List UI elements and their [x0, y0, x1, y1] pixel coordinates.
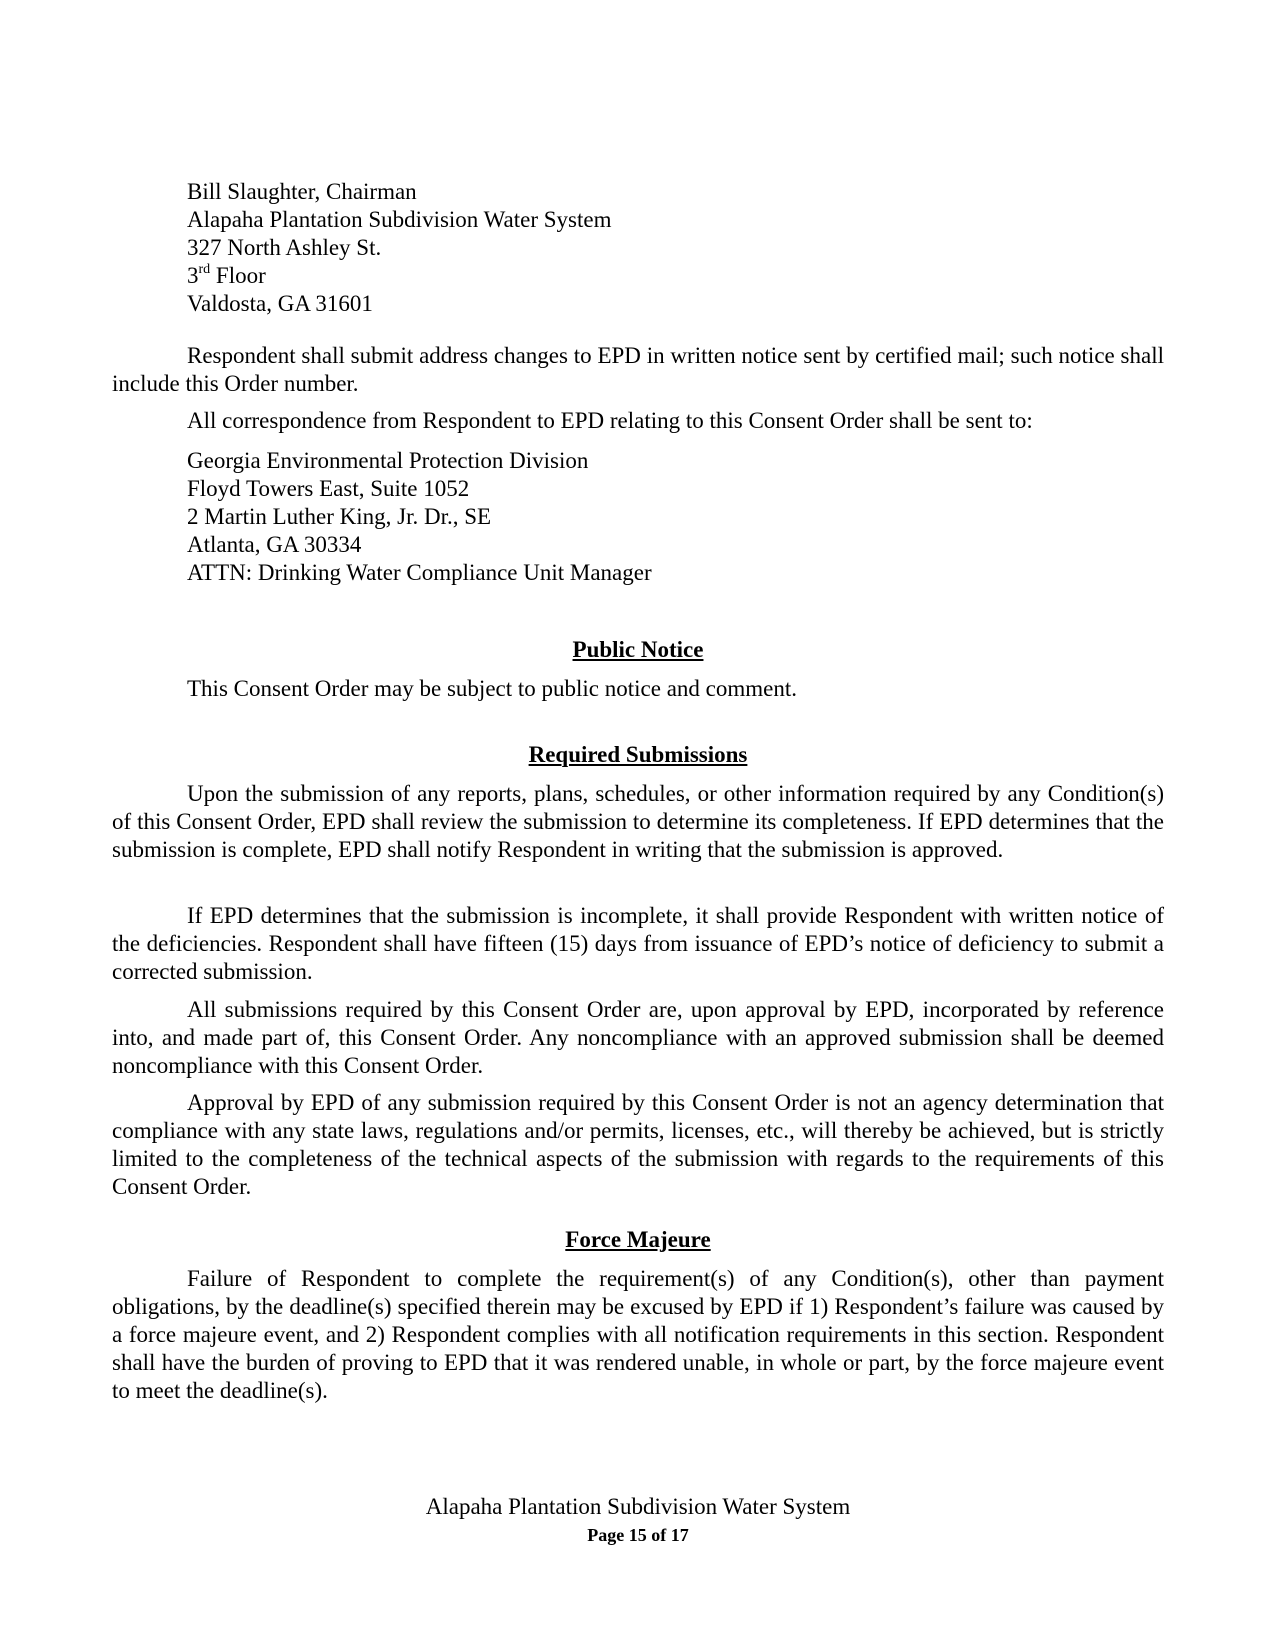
footer-title: Alapaha Plantation Subdivision Water System [425, 1494, 851, 1519]
required-submissions-paragraph-4: Approval by EPD of any submission required by this Consent Order is not an agency determination that compliance with any state laws, regulations and/or permits, licenses, etc., will thereby be achieved, but is strictly limited to the completeness of the technical aspects of the submission with regards to the requirements of this Consent Order. [112, 1090, 1164, 1199]
epd-address-line: Atlanta, GA 30334 [187, 532, 362, 557]
force-majeure-paragraph-1: Failure of Respondent to complete the requirement(s) of any Condition(s), other than payment obligations, by the deadline(s) specified therein may be excused by EPD if 1) Respondent’s failure was caused by a force majeure event, and 2) Respondent complies with all notification requirements in this section. Respondent shall have the burden of proving to EPD that it was rendered unable, in whole or part, by the force majeure event to meet the deadline(s). [112, 1266, 1164, 1403]
recipient-name: Bill Slaughter, Chairman [187, 179, 417, 204]
epd-address-line: Georgia Environmental Protection Division [187, 448, 589, 473]
correspondence-intro: All correspondence from Respondent to EPD relating to this Consent Order shall be sent to: [187, 408, 1033, 433]
epd-address-line: 2 Martin Luther King, Jr. Dr., SE [187, 504, 492, 529]
epd-address-line: Floyd Towers East, Suite 1052 [187, 476, 470, 501]
required-submissions-paragraph-1: Upon the submission of any reports, plans, schedules, or other information required by any Condition(s) of this Consent Order, EPD shall review the submission to determine its completeness. If EPD determines that the submission is complete, EPD shall notify Respondent in writing that the submission is approved. [112, 781, 1164, 862]
epd-address-attn: ATTN: Drinking Water Compliance Unit Manager [187, 560, 652, 585]
force-majeure-heading: Force Majeure [565, 1227, 711, 1252]
public-notice-text: This Consent Order may be subject to public notice and comment. [187, 676, 797, 701]
recipient-city: Valdosta, GA 31601 [187, 291, 373, 316]
recipient-floor [187, 262, 611, 290]
recipient-org: Alapaha Plantation Subdivision Water System [187, 207, 612, 232]
epd-address [187, 447, 652, 587]
recipient-address [187, 178, 611, 318]
required-submissions-paragraph-2: If EPD determines that the submission is incomplete, it shall provide Respondent with written notice of the deficiencies. Respondent shall have fifteen (15) days from issuance of EPD’s notice of deficiency to submit a corrected submission. [112, 903, 1164, 984]
public-notice-heading: Public Notice [572, 637, 704, 662]
floor-ordinal-suffix: rd [198, 262, 211, 278]
floor-word: Floor [210, 263, 266, 288]
footer-page-number: Page 15 of 17 [587, 1525, 689, 1545]
floor-number: 3 [187, 263, 199, 288]
required-submissions-paragraph-3: All submissions required by this Consent Order are, upon approval by EPD, incorporated by reference into, and made part of, this Consent Order. Any noncompliance with an approved submission shall be deemed noncompliance with this Consent Order. [112, 997, 1164, 1078]
recipient-street: 327 North Ashley St. [187, 235, 382, 260]
address-change-paragraph: Respondent shall submit address changes to EPD in written notice sent by certified mail; such notice shall include this Order number. [112, 343, 1164, 396]
required-submissions-heading: Required Submissions [528, 742, 748, 767]
